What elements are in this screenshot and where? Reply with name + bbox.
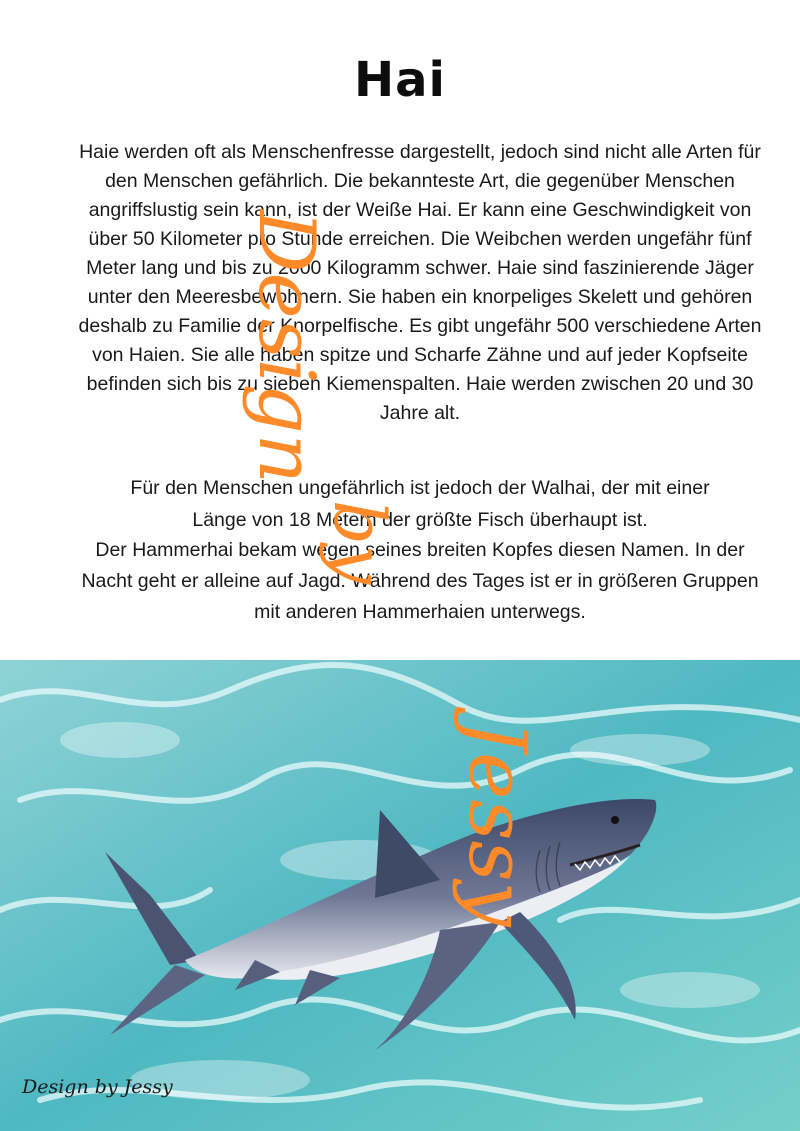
paragraph-whale-shark-1: Für den Menschen ungefährlich ist jedoch der Walhai, der mit einer	[130, 477, 710, 499]
watermark-design: Design	[241, 210, 331, 484]
watermark-by: by	[318, 500, 400, 585]
credit-signature: Design by Jessy	[22, 1076, 173, 1098]
watermark	[240, 200, 460, 660]
paragraph-intro: Haie werden oft als Menschenfresse dargestellt, jedoch sind nicht alle Arten für den Menschen gefährlich. Die bekannteste Art, die gegenüber Menschen angriffslustig sein kann, ist der Weiße Hai. Er kann eine Geschwindigkeit von über 50 Kilometer pro Stunde erreichen. Die Weibchen werden ungefähr fünf Meter lang und bis zu 2000 Kilogramm schwer. Haie sind faszinierende Jäger unter den Meeresbewohnern. Sie haben ein knorpeliges Skelett und gehören deshalb zu Familie der Knorpelfische. Es gibt ungefähr 500 verschiedene Arten von Haien. Sie alle haben spitze und Scharfe Zähne und auf jeder Kopfseite befinden sich bis zu sieben Kiemenspalten. Haie werden zwischen 20 und 30 Jahre alt.	[78, 141, 762, 424]
paragraph-hammerhead: Der Hammerhai bekam wegen seines breiten Kopfes diesen Namen. In der Nacht geht er alleine auf Jagd. Während des Tages ist er in größeren Gruppen mit anderen Hammerhaien unterwegs.	[81, 539, 759, 623]
shark-illustration	[0, 660, 800, 1131]
watermark-name: Jessy	[451, 720, 544, 927]
page-title: Hai	[353, 52, 446, 108]
paragraph-whale-shark-2: Länge von 18 Metern der größte Fisch überhaupt ist.	[192, 509, 648, 531]
